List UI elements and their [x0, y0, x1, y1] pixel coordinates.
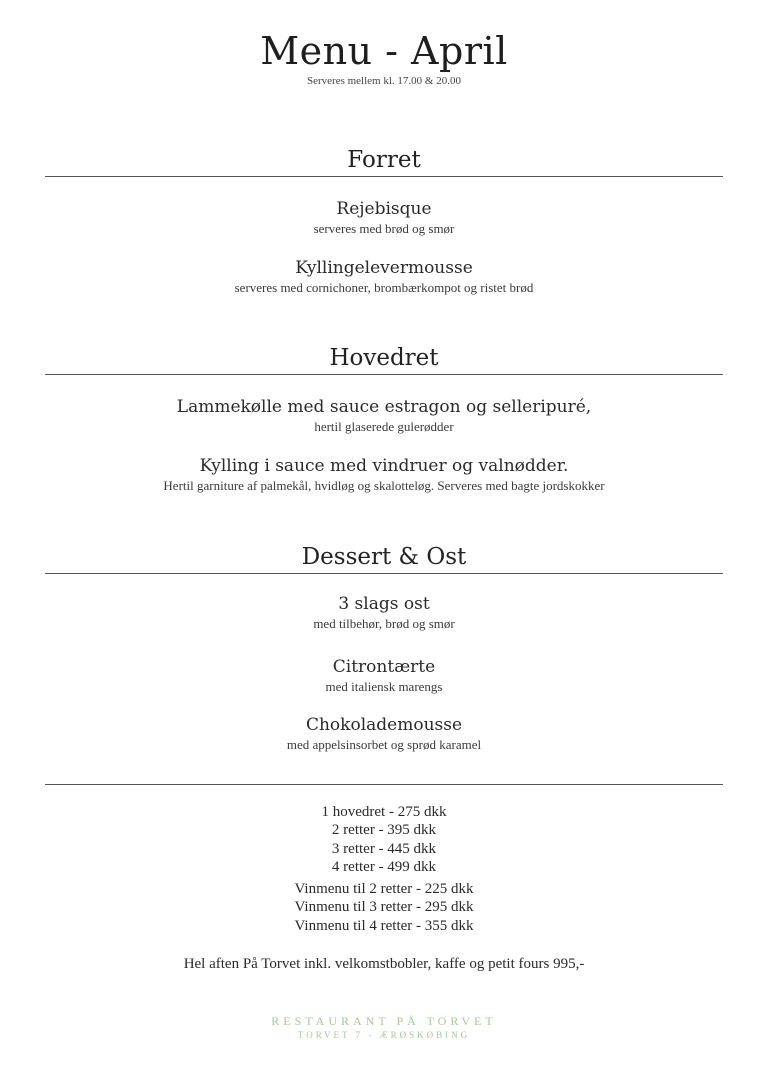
- full-evening-offer: Hel aften På Torvet inkl. velkomstbobler, kaffe og petit fours 995,-: [183, 956, 585, 972]
- price-line: 1 hovedret - 275 dkk: [321, 804, 447, 820]
- dish-description: med tilbehør, brød og smør: [313, 616, 455, 631]
- section-divider: [45, 573, 723, 574]
- dish-description: Hertil garniture af palmekål, hvidløg og skalotteløg. Serveres med bagte jordskokker: [163, 478, 605, 493]
- dish-name: 3 slags ost: [338, 594, 430, 614]
- restaurant-name: RESTAURANT PÅ TORVET: [271, 1014, 497, 1028]
- dish-name: Lammekølle med sauce estragon og selleripuré,: [176, 397, 592, 417]
- dish-name: Chokolademousse: [305, 715, 463, 735]
- dish-description: serveres med brød og smør: [313, 221, 455, 236]
- restaurant-address: TORVET 7 - ÆRØSKØBING: [297, 1030, 471, 1040]
- wine-price-line: Vinmenu til 4 retter - 355 dkk: [294, 918, 474, 934]
- dish-name: Kyllingelevermousse: [295, 258, 473, 278]
- section-title-hovedret: Hovedret: [329, 345, 439, 371]
- dish-name: Kylling i sauce med vindruer og valnødder.: [199, 456, 569, 476]
- serving-hours: Serveres mellem kl. 17.00 & 20.00: [307, 75, 461, 87]
- price-divider: [45, 784, 723, 785]
- wine-price-line: Vinmenu til 3 retter - 295 dkk: [294, 899, 474, 915]
- dish-name: Citrontærte: [332, 657, 436, 677]
- dish-description: serveres med cornichoner, brombærkompot og ristet brød: [234, 280, 534, 295]
- section-title-dessert: Dessert & Ost: [301, 544, 467, 570]
- dish-description: hertil glaserede gulerødder: [314, 419, 454, 434]
- wine-price-line: Vinmenu til 2 retter - 225 dkk: [294, 881, 474, 897]
- section-divider: [45, 374, 723, 375]
- price-line: 4 retter - 499 dkk: [331, 859, 437, 875]
- dish-description: med appelsinsorbet og sprød karamel: [286, 737, 482, 752]
- page-title: Menu - April: [260, 29, 508, 73]
- dish-description: med italiensk marengs: [325, 679, 443, 694]
- section-title-forret: Forret: [347, 147, 421, 173]
- dish-name: Rejebisque: [336, 199, 432, 219]
- section-divider: [45, 176, 723, 177]
- price-line: 3 retter - 445 dkk: [331, 841, 437, 857]
- price-line: 2 retter - 395 dkk: [331, 822, 437, 838]
